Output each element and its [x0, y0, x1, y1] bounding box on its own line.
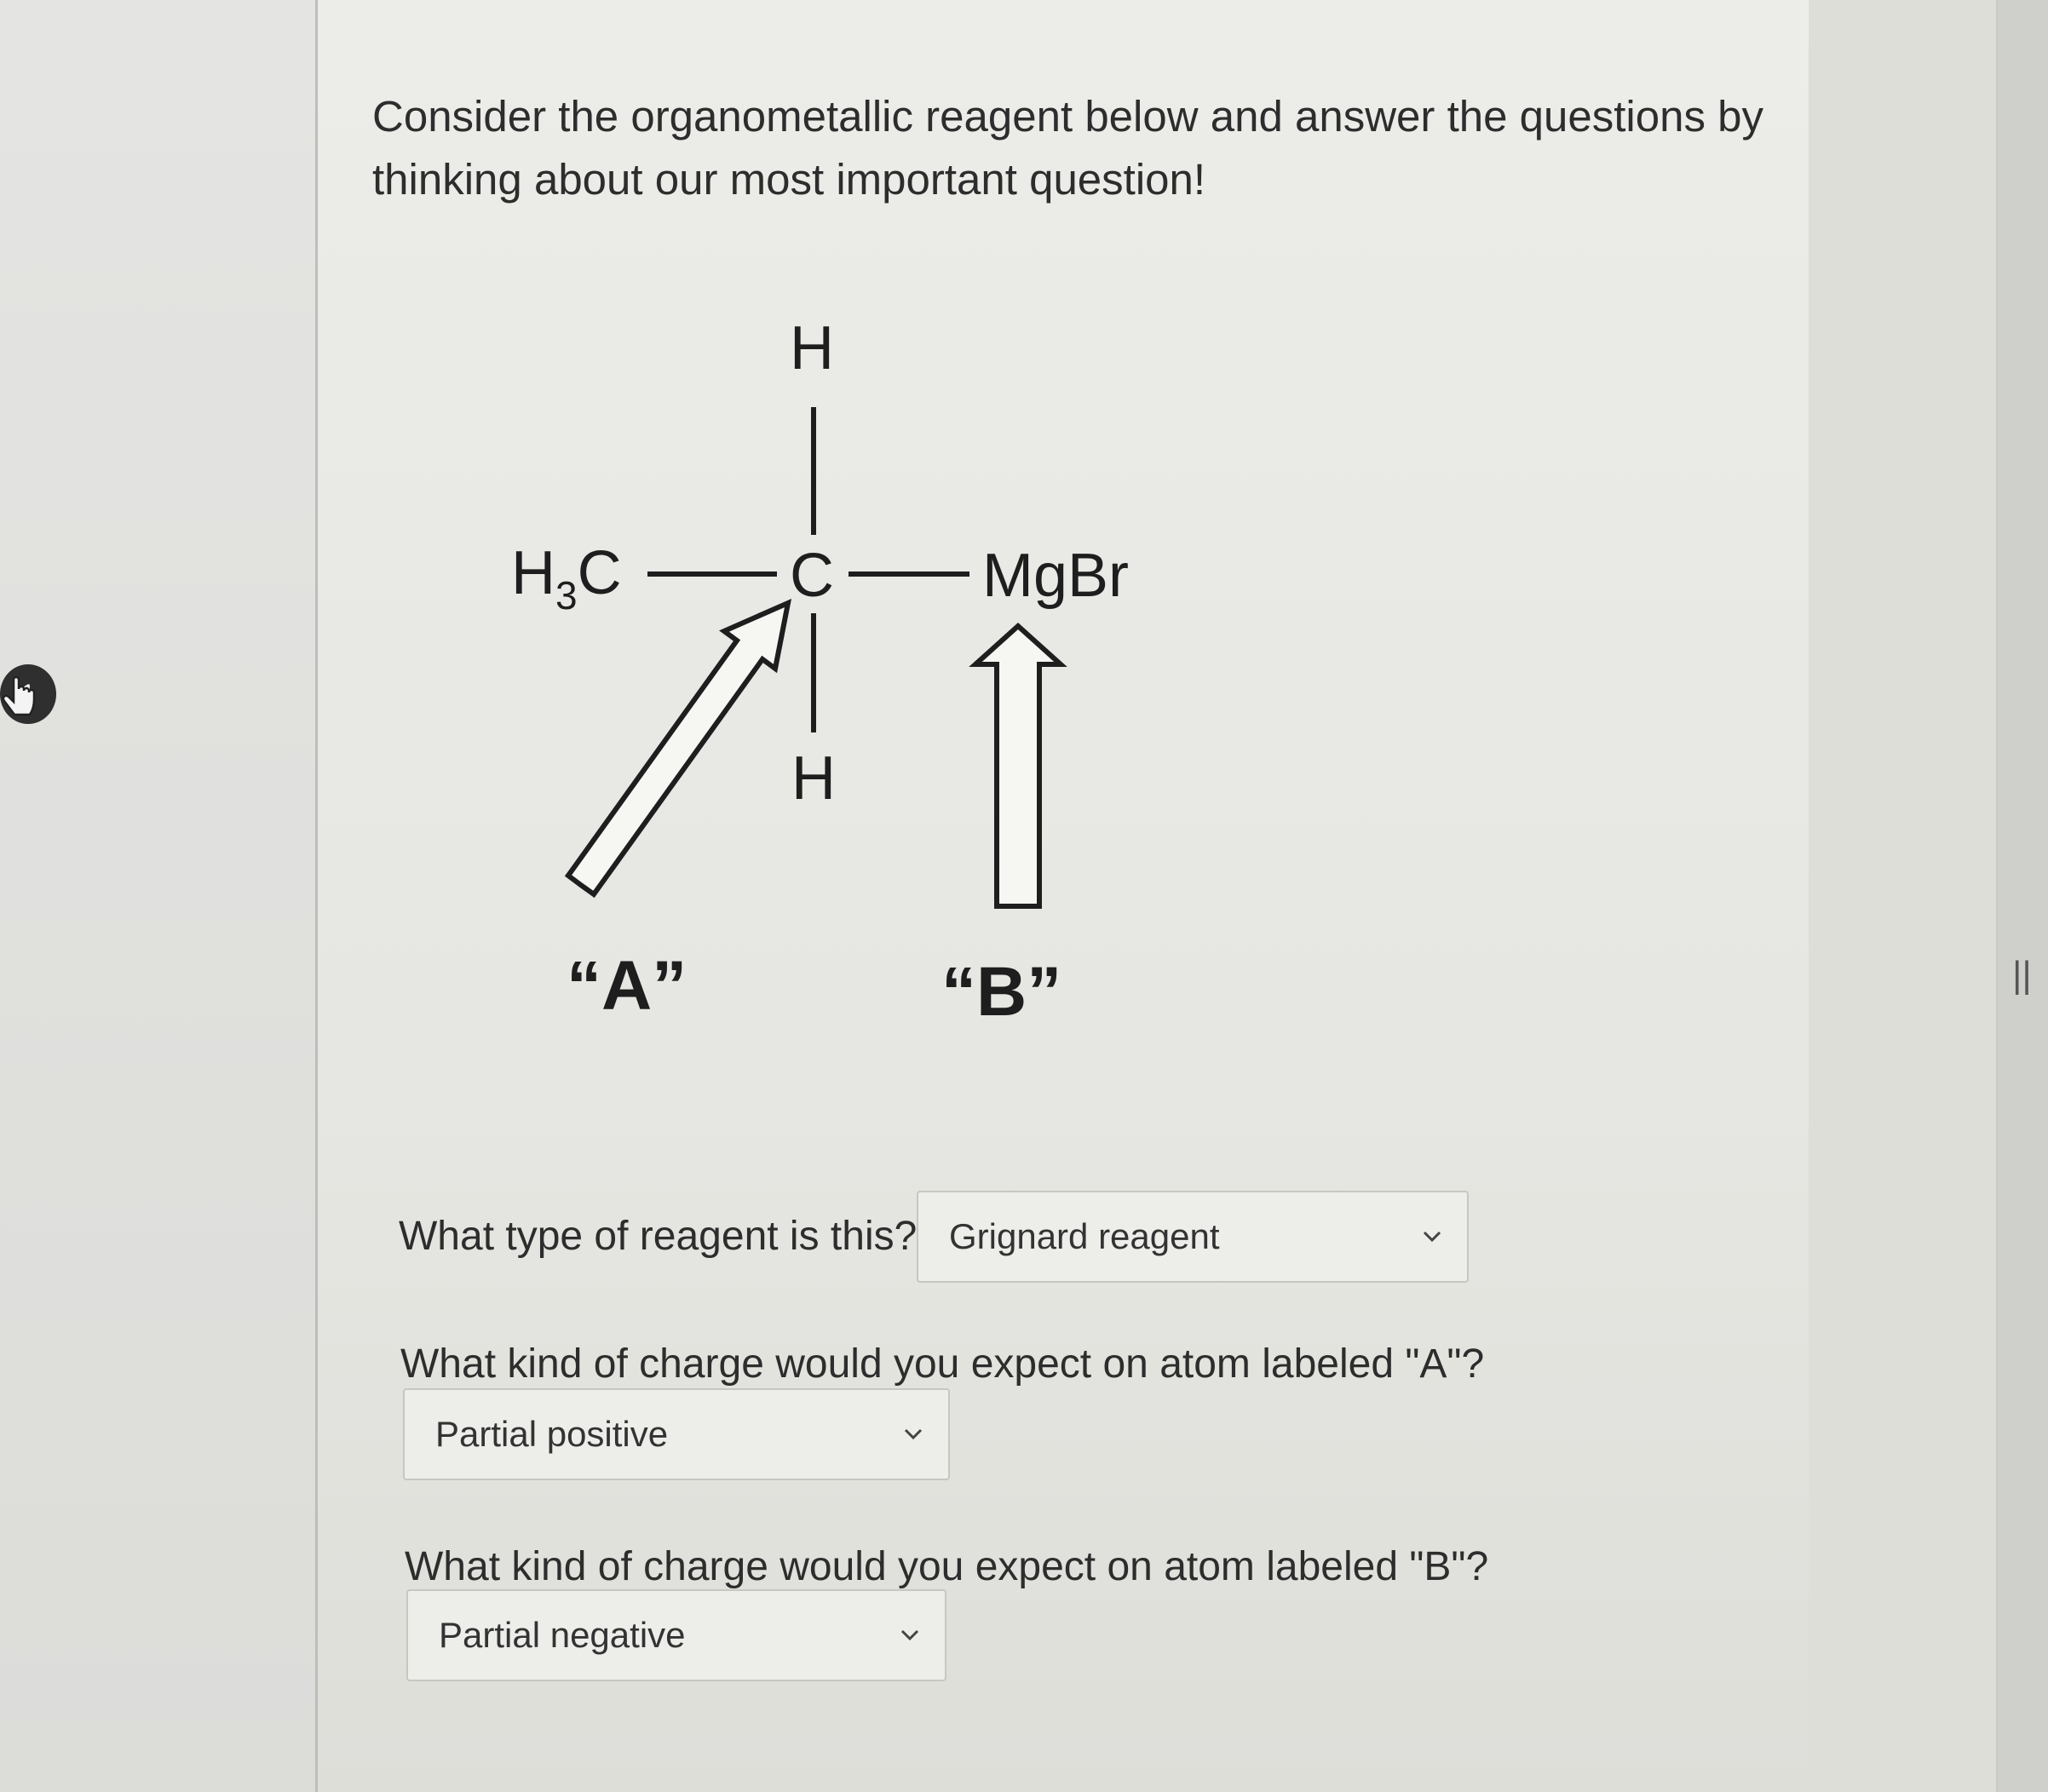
- chevron-down-icon: [900, 1421, 926, 1446]
- left-group-subscript: 3: [555, 573, 578, 617]
- right-group-label: MgBr: [982, 542, 1130, 610]
- right-panel-strip: [1809, 0, 1998, 1792]
- top-h-label: H: [790, 314, 834, 382]
- center-carbon-label: C: [790, 542, 834, 610]
- chevron-down-icon: [1419, 1223, 1445, 1249]
- reagent-type-select[interactable]: [917, 1191, 1469, 1283]
- charge-b-value: Partial negative: [439, 1615, 686, 1655]
- charge-a-select[interactable]: [403, 1388, 950, 1480]
- panel-resize-handle[interactable]: ||: [2012, 954, 2032, 996]
- label-b: “B”: [941, 953, 1062, 1031]
- charge-b-select[interactable]: [406, 1589, 946, 1681]
- molecule-diagram: [477, 307, 1227, 1073]
- left-group-tail: C: [577, 539, 622, 607]
- reagent-type-value: Grignard reagent: [949, 1216, 1220, 1256]
- bottom-h-label: H: [791, 744, 836, 813]
- question-intro: Consider the organometallic reagent below and answer the questions by thinking about our most important question!: [372, 92, 1763, 204]
- hand-cursor-icon: [2, 675, 39, 726]
- left-group-base: H: [511, 539, 555, 607]
- arrow-b-icon: [975, 626, 1061, 906]
- left-group-label: [511, 539, 622, 617]
- question-3-prompt: What kind of charge would you expect on atom labeled "B"?: [405, 1544, 1489, 1589]
- chevron-down-icon: [897, 1622, 923, 1647]
- arrow-a-icon: [568, 603, 788, 894]
- question-2-prompt: What kind of charge would you expect on atom labeled "A"?: [400, 1341, 1485, 1387]
- question-1-prompt: What type of reagent is this?: [399, 1214, 918, 1259]
- left-margin: [0, 0, 315, 1792]
- window-edge: [1998, 0, 2048, 1792]
- charge-a-value: Partial positive: [435, 1414, 669, 1454]
- label-a: “A”: [567, 947, 687, 1025]
